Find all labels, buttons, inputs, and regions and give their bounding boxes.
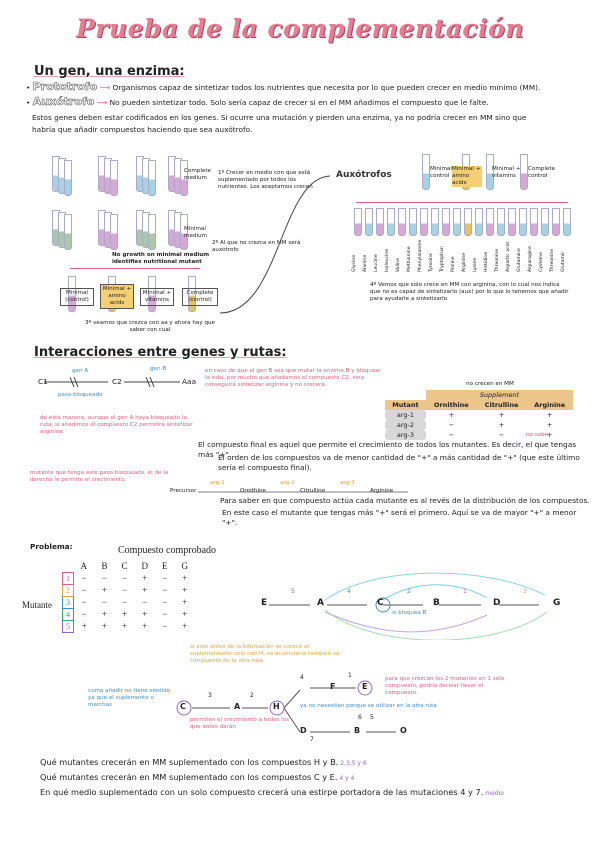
branch-num: 3 xyxy=(208,692,212,699)
amino-acid-tube xyxy=(453,208,461,236)
col-header: C xyxy=(121,561,128,571)
note-no: ya no necesitan porque se utilizar en la otra ruta xyxy=(300,703,437,709)
table-header-row xyxy=(385,400,573,410)
table-row xyxy=(385,410,573,420)
para-orden: El orden de los compuestos va de menor cantidad de "+" a más cantidad de "+" (que este último sería el compuesto final). xyxy=(218,453,580,472)
branch-node: D xyxy=(300,726,307,735)
chain-compound: A xyxy=(317,598,324,608)
amino-acid-label: Glycine xyxy=(352,254,357,272)
prototrofo-def: Organismos capaz de sintetizar todos los nutrientes que necesita por lo que pueden crecer en medio mínimo (MM). xyxy=(112,83,541,92)
row-number: 3 xyxy=(63,596,74,608)
aux-top-1: Minimal + amino acids xyxy=(452,166,481,186)
amino-acid-label: Asparagine xyxy=(528,246,533,272)
amino-acid-tube xyxy=(486,208,494,236)
path-compound: Citrulline xyxy=(300,488,326,494)
problem-cell: + xyxy=(182,621,188,631)
note-4: 4º Vemos que solo crece en MM con arginina, con lo cual nos indica que no es capaz de sintetizarlo (aux) por lo que lo tenemos que añadir para ayudarle a sintetizarlo xyxy=(370,282,569,302)
gen-b-label: gen B xyxy=(150,366,167,372)
aux-top-0: Minimal control xyxy=(430,166,452,179)
question-text: Qué mutantes crecerán en MM suplementado con los compuestos C y E. xyxy=(40,772,338,782)
problem-cell: + xyxy=(182,573,188,583)
gen-a-label: gen A xyxy=(72,368,89,374)
mutante-label: Mutante xyxy=(22,600,52,610)
mutant-cell: arg-1 xyxy=(385,410,426,420)
note-left: mutante que tenga este paso bloqueado, el de la derecha le permite el crecimiento. xyxy=(30,470,169,483)
note-1: 1º Crecer en medio con que está suplementado por todos los nutrientes. Los aceptamos crecen xyxy=(218,170,313,190)
question-answer: medio xyxy=(483,790,504,797)
col-header: G xyxy=(181,561,189,571)
tube-label-1: Minimal + amino acids xyxy=(100,284,134,309)
branch-num: 5 xyxy=(370,714,374,721)
table-header-cell: Ornithine xyxy=(434,401,469,409)
problem-cell: − xyxy=(81,609,87,619)
ornithine-cell: + xyxy=(448,411,455,419)
amino-acid-tube xyxy=(475,208,483,236)
chain-compound: G xyxy=(553,598,561,608)
amino-acid-label: Cysteine xyxy=(539,252,544,272)
amino-acid-label: Threonine xyxy=(550,248,555,272)
problem-cell: + xyxy=(81,621,87,631)
no-sabe-label: no sabe xyxy=(526,432,549,438)
amino-acid-tube xyxy=(519,208,527,236)
path-compound: Arginine xyxy=(370,488,394,494)
path-compound: Ornithine xyxy=(240,488,266,494)
amino-acid-label: Valine xyxy=(396,258,401,272)
problem-cell: + xyxy=(101,609,108,619)
auxotrofos-label: Auxótrofos xyxy=(336,170,392,180)
branch-nodes xyxy=(170,670,440,745)
section-heading-gen-enzima: Un gen, una enzima: xyxy=(34,64,185,79)
aux-top-3: Complete control xyxy=(528,166,555,179)
ornithine-cell: − xyxy=(448,431,455,439)
para-line-2: habría que añadir compuestos haciendo que sea auxótrofo. xyxy=(32,125,253,134)
prototrofo-line: • Prototrofo ⟶ Organismos capaz de sintetizar todos los nutrientes que necesita por lo que pueden crecer en medio mínimo (MM). xyxy=(26,80,541,93)
auxotrofo-line: • Auxótrofo ⟶ No pueden sintetizar todo. Solo sería capaz de crecer si en el MM añadimos el compuesto que le falte. xyxy=(26,95,489,108)
citrulline-cell: + xyxy=(498,411,505,419)
branch-node: O xyxy=(400,726,407,735)
question-item xyxy=(40,787,580,797)
chain-compound: E xyxy=(261,598,268,608)
amino-acid-tube xyxy=(365,208,373,236)
path-gene: arg-3 xyxy=(340,480,355,486)
chain-compound: C xyxy=(377,598,384,608)
amino-acid-label: Glutamine xyxy=(517,248,522,272)
branch-node: H xyxy=(273,702,280,711)
questions-list xyxy=(40,757,580,802)
amino-acid-label: Proline xyxy=(451,256,456,272)
problem-cell: + xyxy=(142,585,148,595)
branch-node: A xyxy=(234,702,241,711)
branch-num: 4 xyxy=(300,674,304,681)
amino-acid-tubes xyxy=(352,208,574,272)
connector-curve xyxy=(220,168,340,318)
row-number: 2 xyxy=(63,584,74,596)
amino-acid-label: Glutamic xyxy=(561,251,566,272)
amino-acid-label: Arginine xyxy=(462,252,467,272)
amino-acid-label: Histidine xyxy=(484,251,489,272)
question-text: Qué mutantes crecerán en MM suplementado con los compuestos H y B. xyxy=(40,757,339,767)
chain-diagram xyxy=(255,560,585,640)
citrulline-cell: − xyxy=(498,431,505,439)
amino-acid-label: Lysine xyxy=(473,257,478,272)
col-header: B xyxy=(101,561,108,571)
note-gen-b: en caso de que el gen B sea que mutar la enzima B y bloquear la ruta, por mucho que añadamos el compuesto C2, sino conseguirá sintetizar arginina y no crecerá. xyxy=(205,368,382,388)
note-pink-upper: si este antes de la bifurcación se carece el suplementador solo con H, se acumularía también su compuesto de la otra ruta. xyxy=(190,644,340,664)
problem-cell: − xyxy=(81,597,87,607)
note-gen-a: de esta manera, aunque el gen A haya bloqueado la ruta, si añadimos el compuesto C2 permitirá sintetizar arginina. xyxy=(40,415,193,435)
amino-acid-tube xyxy=(464,208,472,236)
col-header: A xyxy=(80,561,87,571)
note-2: 2º Al que no crezca en MM será auxótrofo xyxy=(212,240,301,253)
table-header-cell: Arginine xyxy=(534,401,566,409)
gen-a-note: paso bloqueado xyxy=(58,392,103,398)
c2-label: C2 xyxy=(112,377,122,386)
no-growth-label: No growth on minimal medium identifies nutritional mutant xyxy=(112,252,210,265)
mutant-cell: arg-3 xyxy=(385,430,426,440)
note-left-problem: como añadir no tiene sentido ya que el suplemento o marchas xyxy=(88,688,171,708)
auxotrofo-term: Auxótrofo xyxy=(32,95,95,108)
row-number: 4 xyxy=(63,608,74,620)
mutant-cell: arg-2 xyxy=(385,420,426,430)
problem-cell: − xyxy=(101,573,108,583)
row-number: 1 xyxy=(63,572,74,584)
auxotrofo-def: No pueden sintetizar todo. Solo sería capaz de crecer si en el MM añadimos el compuesto que le falte. xyxy=(109,98,489,107)
prototrofo-term: Prototrofo xyxy=(32,80,98,93)
problem-cell: − xyxy=(162,573,168,583)
problem-cell: − xyxy=(162,585,168,595)
chain-gene: 2 xyxy=(407,588,411,595)
branch-num: 2 xyxy=(250,692,254,699)
arginine-cell: + xyxy=(546,411,553,419)
problem-row xyxy=(63,596,196,608)
amino-acid-label: Leucine xyxy=(374,254,379,272)
problem-cell: − xyxy=(81,573,87,583)
chain-gene: 4 xyxy=(347,588,351,595)
tube-label-2: Minimal + vitamins xyxy=(140,288,174,306)
chain-gene: 1 xyxy=(463,588,467,595)
branch-node: B xyxy=(354,726,361,735)
amino-acid-tube xyxy=(530,208,538,236)
citrulline-cell: + xyxy=(498,421,505,429)
problem-table xyxy=(62,560,196,633)
note-prec: permiten el crecimiento a todos los que antes darán xyxy=(190,717,290,730)
para-caso: En este caso el mutante que tengas más "+" será el primero. Aquí se va de mayor "+" a menor "+". xyxy=(222,508,577,527)
amino-acid-tube xyxy=(552,208,560,236)
amino-acid-tube xyxy=(497,208,505,236)
branch-node: F xyxy=(330,682,336,691)
table-row xyxy=(385,420,573,430)
problem-cell: − xyxy=(142,597,148,607)
amino-acid-tube xyxy=(563,208,571,236)
problem-cell: − xyxy=(162,609,168,619)
problem-cell: + xyxy=(182,597,188,607)
problem-cell: − xyxy=(101,597,108,607)
branch-node: E xyxy=(362,682,368,691)
supplement-header: Supplement xyxy=(426,390,573,400)
amino-acid-tube xyxy=(431,208,439,236)
problem-row xyxy=(63,584,196,596)
amino-acid-tube xyxy=(541,208,549,236)
amino-acid-tube xyxy=(376,208,384,236)
complete-medium-label: Complete medium xyxy=(184,168,211,181)
row-number: 5 xyxy=(63,620,74,632)
branch-node: C xyxy=(180,702,186,711)
problem-cell: − xyxy=(121,597,128,607)
ornithine-cell: − xyxy=(448,421,455,429)
chain-compound: D xyxy=(493,598,501,608)
note-3: 3º veamos que crezca con aa y ahora hay que saber con cual xyxy=(85,320,215,333)
problem-cell: − xyxy=(121,573,128,583)
amino-acid-tube xyxy=(420,208,428,236)
problem-row xyxy=(63,608,196,620)
path-gene: arg-1 xyxy=(210,480,225,486)
amino-acid-tube xyxy=(398,208,406,236)
amino-acid-label: Aspartic acid xyxy=(506,242,511,272)
table-caption: no crecen en MM xyxy=(466,381,514,387)
amino-acid-tube xyxy=(354,208,362,236)
compuesto-label: Compuesto comprobado xyxy=(118,545,217,556)
problem-cell: + xyxy=(182,585,188,595)
path-compound: Precursor xyxy=(170,488,197,494)
table-header-cell: Citrulline xyxy=(484,401,519,409)
problem-label: Problema: xyxy=(30,542,73,551)
para-compuesto-final: El compuesto final es aquel que permite el crecimiento de todos los mutantes. Es decir, el que tengas más "+". xyxy=(198,440,577,459)
col-header: E xyxy=(162,561,168,571)
problem-cell: + xyxy=(121,621,128,631)
branch-num: 7 xyxy=(310,736,314,743)
section-heading-interacciones: Interacciones entre genes y rutas: xyxy=(34,345,287,360)
amino-acid-tube xyxy=(508,208,516,236)
aa-label: Aaa xyxy=(182,377,197,386)
amino-acid-label: Phenylalanine xyxy=(418,239,423,272)
problem-cell: + xyxy=(182,609,188,619)
arginine-cell: + xyxy=(546,431,553,439)
page-title: Prueba de la complementación xyxy=(75,14,524,43)
aux-top-2: Minimal + vitamins xyxy=(492,166,521,179)
problem-cell: + xyxy=(101,585,108,595)
problem-cell: − xyxy=(162,621,168,631)
amino-acid-tube xyxy=(409,208,417,236)
para-saber: Para saber en que compuesto actúa cada mutante es al revés de la distribución de los compuestos. xyxy=(220,496,590,505)
amino-acid-tube xyxy=(387,208,395,236)
question-item xyxy=(40,757,580,767)
chain-compound: B xyxy=(433,598,440,608)
question-item xyxy=(40,772,580,782)
branch-num: 1 xyxy=(348,672,352,679)
c1-label: C1 xyxy=(38,377,48,386)
arginine-cell: + xyxy=(546,421,553,429)
problem-row xyxy=(63,620,196,632)
amino-acid-tube xyxy=(442,208,450,236)
problem-cell: + xyxy=(142,573,148,583)
corner-cell xyxy=(63,560,74,572)
tube-label-0: Minimal (control) xyxy=(60,288,94,306)
note-si-bloquea: si bloquea B xyxy=(392,610,427,616)
amino-acid-label: Tyrosine xyxy=(429,253,434,272)
amino-acid-label: Threonine xyxy=(495,248,500,272)
figure-auxotroph-screen xyxy=(40,148,590,348)
para-line-1: Estos genes deben estar codificados en los genes. Si ocurre una mutación y pierden una enzima, ya no podría crecer en MM sino que xyxy=(32,113,527,122)
path-gene: arg-2 xyxy=(280,480,295,486)
question-text: En qué medio suplementado con un solo compuesto crecerá una estirpe portadora de las mutaciones 4 y 7. xyxy=(40,787,484,797)
amino-acid-label: Tryptophan xyxy=(440,246,445,272)
amino-acid-label: Methionine xyxy=(407,246,412,272)
problem-cell: + xyxy=(142,609,148,619)
tube-label-3: Complete (control) xyxy=(182,288,218,306)
problem-cell: − xyxy=(81,585,87,595)
problem-cell: − xyxy=(162,597,168,607)
amino-acid-label: Isoleucine xyxy=(385,248,390,272)
chain-gene: 5 xyxy=(291,588,295,595)
problem-row xyxy=(63,572,196,584)
minimal-medium-label: Minimal medium xyxy=(184,226,207,239)
table-header-cell: Mutant xyxy=(392,401,419,409)
branch-num: 6 xyxy=(358,714,362,721)
question-answer: 4 y 4 xyxy=(337,775,355,782)
note-right-problem: para que crezcan los 2 mutantes en 1 solo compuesto, podría derivar llevar el compuesto. xyxy=(385,676,505,696)
question-answer: 2,3,5 y 6 xyxy=(338,760,367,767)
problem-cell: + xyxy=(142,621,148,631)
chain-gene: 3 xyxy=(523,588,527,595)
col-header: D xyxy=(141,561,149,571)
amino-acid-label: Alanine xyxy=(363,254,368,272)
problem-cell: − xyxy=(121,585,128,595)
problem-cell: + xyxy=(101,621,108,631)
problem-cell: + xyxy=(121,609,128,619)
